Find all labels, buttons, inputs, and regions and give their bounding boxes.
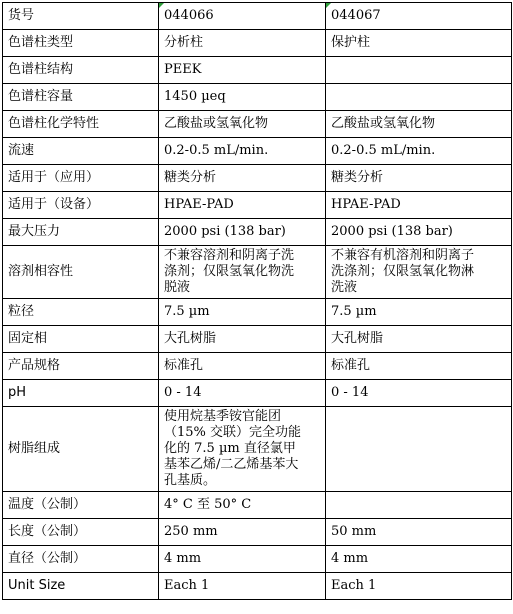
spec-value-guard: 标准孔 [326, 353, 512, 380]
spec-value-analytical: 乙酸盐或氢氧化物 [159, 111, 326, 138]
spec-value-guard: 0 - 14 [326, 380, 512, 407]
spec-label-cell: 长度（公制） [3, 519, 159, 546]
spec-label-cell: 流速 [3, 138, 159, 165]
spec-value-guard [326, 492, 512, 519]
spec-value-guard: 乙酸盐或氢氧化物 [326, 111, 512, 138]
spec-value-analytical: 0 - 14 [159, 380, 326, 407]
spec-value-analytical: 大孔树脂 [159, 326, 326, 353]
spec-label-cell: 色谱柱结构 [3, 57, 159, 84]
spec-row [3, 3, 512, 30]
spec-row [3, 246, 512, 299]
spec-row [3, 492, 512, 519]
spec-value-analytical: Each 1 [159, 573, 326, 600]
spec-row [3, 111, 512, 138]
spec-value-guard: Each 1 [326, 573, 512, 600]
spec-value-analytical: 7.5 µm [159, 299, 326, 326]
spec-row [3, 519, 512, 546]
spec-value-guard: 50 mm [326, 519, 512, 546]
spec-value-guard [326, 84, 512, 111]
spec-value-analytical: 4° C 至 50° C [159, 492, 326, 519]
spec-value-analytical: 1450 µeq [159, 84, 326, 111]
spec-row [3, 84, 512, 111]
spec-label-cell: 产品规格 [3, 353, 159, 380]
spec-label-cell: 树脂组成 [3, 407, 159, 492]
spec-label-cell: 溶剂相容性 [3, 246, 159, 299]
spec-row [3, 192, 512, 219]
spec-value-guard [326, 57, 512, 84]
spec-value-guard: 不兼容有机溶剂和阴离子 洗涤剂；仅限氢氧化物淋 洗液 [326, 246, 512, 299]
spec-label-cell: 适用于（应用） [3, 165, 159, 192]
spec-value-guard: 0.2-0.5 mL/min. [326, 138, 512, 165]
spec-row [3, 353, 512, 380]
spec-row [3, 57, 512, 84]
spec-label-cell: 色谱柱化学特性 [3, 111, 159, 138]
spec-label-cell: 固定相 [3, 326, 159, 353]
spec-row [3, 30, 512, 57]
spec-value-guard: 4 mm [326, 546, 512, 573]
spec-value-guard: 糖类分析 [326, 165, 512, 192]
spec-row [3, 546, 512, 573]
spec-value-analytical: 2000 psi (138 bar) [159, 219, 326, 246]
spec-value-analytical: 250 mm [159, 519, 326, 546]
spec-row [3, 138, 512, 165]
spec-value-guard: 保护柱 [326, 30, 512, 57]
spec-row [3, 380, 512, 407]
spec-label-cell: 最大压力 [3, 219, 159, 246]
spec-value-analytical: 不兼容溶剂和阴离子洗 涤剂；仅限氢氧化物洗 脱液 [159, 246, 326, 299]
spec-value-analytical: 糖类分析 [159, 165, 326, 192]
spec-value-guard: 大孔树脂 [326, 326, 512, 353]
spec-row [3, 219, 512, 246]
cell-marker-icon [159, 3, 164, 8]
spec-row [3, 326, 512, 353]
spec-value-guard: 7.5 µm [326, 299, 512, 326]
spec-row [3, 299, 512, 326]
spec-value-guard [326, 407, 512, 492]
spec-value-analytical: 0.2-0.5 mL/min. [159, 138, 326, 165]
spec-value-analytical: 4 mm [159, 546, 326, 573]
spec-label-cell: 温度（公制） [3, 492, 159, 519]
spec-row [3, 407, 512, 492]
cell-marker-icon [326, 3, 331, 8]
spec-row [3, 573, 512, 600]
spec-label-cell: 适用于（设备） [3, 192, 159, 219]
spec-label-cell: 色谱柱容量 [3, 84, 159, 111]
spec-label-cell: 货号 [3, 3, 159, 30]
spec-label-cell: Unit Size [3, 573, 159, 600]
spec-row [3, 165, 512, 192]
spec-label-cell: pH [3, 380, 159, 407]
spec-value-guard: 044067 [326, 3, 512, 30]
spec-label-cell: 直径（公制） [3, 546, 159, 573]
spec-label-cell: 色谱柱类型 [3, 30, 159, 57]
spec-value-guard: HPAE-PAD [326, 192, 512, 219]
spec-value-analytical: 分析柱 [159, 30, 326, 57]
spec-value-analytical: PEEK [159, 57, 326, 84]
spec-value-analytical: HPAE-PAD [159, 192, 326, 219]
spec-value-analytical: 044066 [159, 3, 326, 30]
spec-value-analytical: 使用烷基季铵官能团 （15% 交联）完全功能 化的 7.5 µm 直径氯甲 基苯乙烯/二乙烯基苯大 孔基质。 [159, 407, 326, 492]
spec-value-analytical: 标准孔 [159, 353, 326, 380]
product-spec-table [2, 2, 512, 600]
spec-value-guard: 2000 psi (138 bar) [326, 219, 512, 246]
spec-label-cell: 粒径 [3, 299, 159, 326]
spec-table-body [3, 3, 512, 600]
